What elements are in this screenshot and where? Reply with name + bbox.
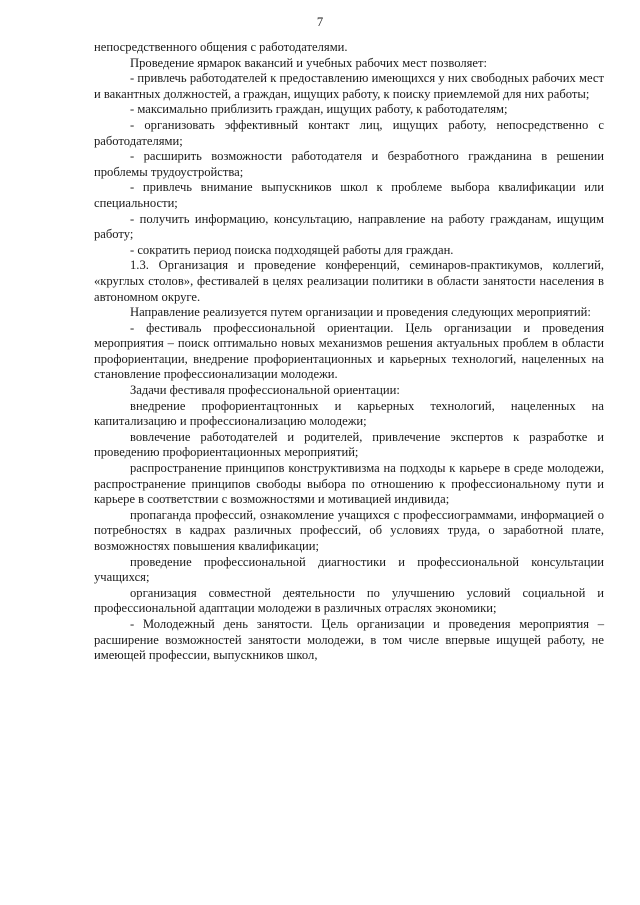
paragraph: Проведение ярмарок вакансий и учебных рабочих мест позволяет: bbox=[130, 55, 488, 70]
paragraph: пропаганда профессий, ознакомление учащихся с профессиограммами, информацией о потребностях в кадрах различных профессий, об условиях труда, о заработной плате, возможностях повышения квалификации; bbox=[94, 507, 604, 553]
paragraph: - расширить возможности работодателя и безработного гражданина в решении проблемы трудоустройства; bbox=[94, 149, 604, 179]
paragraph: - Молодежный день занятости. Цель организации и проведения мероприятия – расширение возможностей занятости молодежи, в том числе впервые ищущей работу, не имеющей профессии, выпускников школ, bbox=[94, 616, 604, 663]
paragraph: - максимально приблизить граждан, ищущих работу, к работодателям; bbox=[130, 102, 508, 117]
paragraph: проведение профессиональной диагностики и профессиональной консультации учащихся; bbox=[94, 554, 604, 585]
paragraph: - сократить период поиска подходящей работы для граждан. bbox=[130, 242, 454, 257]
section-heading-paragraph: 1.3. Организация и проведение конференций, семинаров-практикумов, коллегий, «круглых столов», фестивалей в целях реализации политики в области занятости населения в автономном округе. bbox=[94, 258, 604, 304]
paragraph: - привлечь работодателей к предоставлению имеющихся у них свободных рабочих мест и вакантных должностей, а граждан, ищущих работу, к поиску приемлемой для них работы; bbox=[94, 71, 604, 101]
paragraph: - фестиваль профессиональной ориентации. Цель организации и проведения мероприятия – поиск оптимально новых механизмов решения актуальных проблем в области профориентации, внедрение профориентационных и карьерных технологий, нацеленных на становление профессионализации молодежи. bbox=[94, 320, 604, 382]
paragraph: - привлечь внимание выпускников школ к проблеме выбора квалификации или специальности; bbox=[94, 180, 604, 210]
paragraph: вовлечение работодателей и родителей, привлечение экспертов к разработке и проведению профориентационных мероприятий; bbox=[94, 429, 604, 460]
paragraph: распространение принципов конструктивизма на подходы к карьере в среде молодежи, распространение принципов свободы выбора по отношению к профессиональному пути и карьере в соответствии с возможностями и мотивацией индивида; bbox=[94, 461, 604, 507]
document-body bbox=[94, 40, 604, 664]
paragraph: непосредственного общения с работодателями. bbox=[94, 40, 348, 54]
paragraph: организация совместной деятельности по улучшению условий социальной и профессиональной адаптации молодежи в различных отраслях экономики; bbox=[94, 585, 604, 616]
page-number: 7 bbox=[316, 15, 324, 29]
paragraph: - получить информацию, консультацию, направление на работу гражданам, ищущим работу; bbox=[94, 211, 604, 242]
paragraph: внедрение профориентацтонных и карьерных технологий, нацеленных на капитализацию и профессионализацию молодежи; bbox=[94, 398, 604, 429]
paragraph: Направление реализуется путем организации и проведения следующих мероприятий: bbox=[130, 305, 591, 320]
paragraph: - организовать эффективный контакт лиц, ищущих работу, непосредственно с работодателями; bbox=[94, 117, 604, 148]
paragraph: Задачи фестиваля профессиональной ориентации: bbox=[130, 383, 400, 398]
